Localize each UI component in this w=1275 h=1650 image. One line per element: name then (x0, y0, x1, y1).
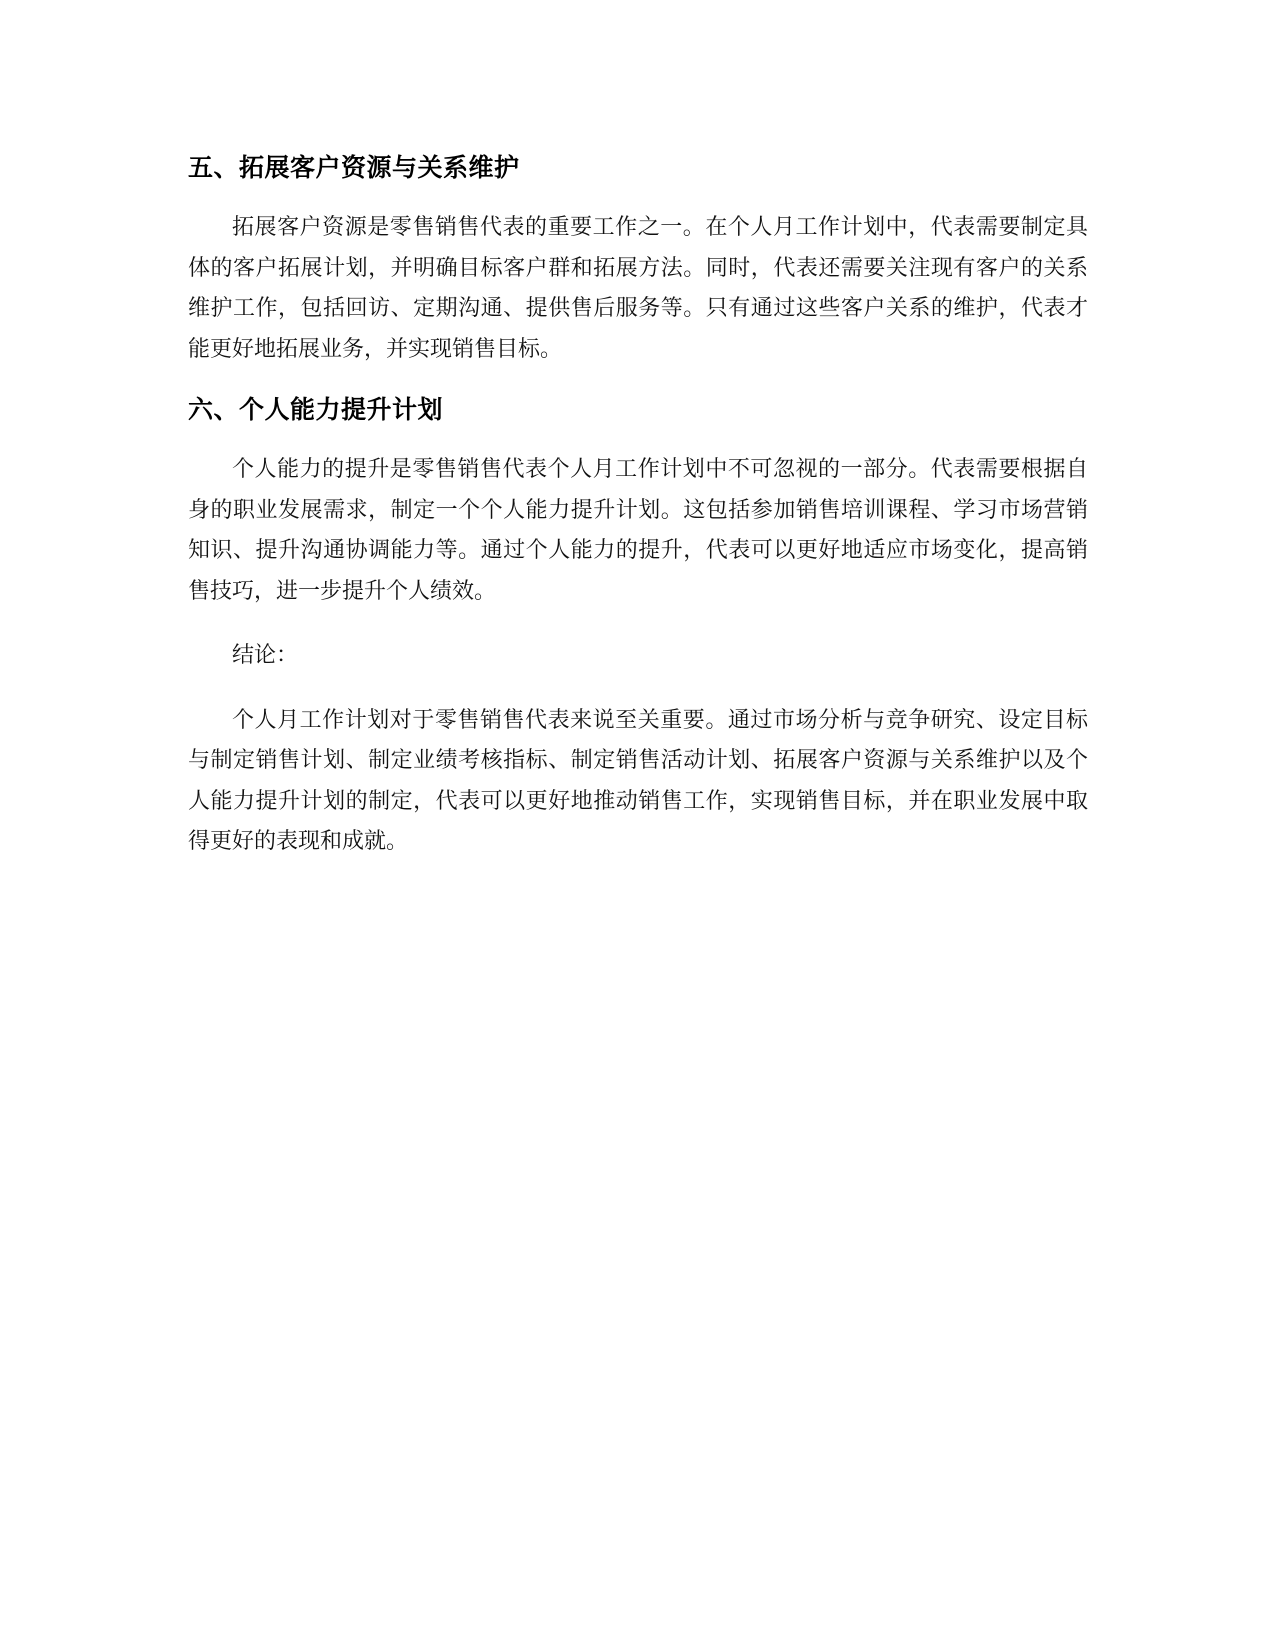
section-heading-personal-ability: 六、个人能力提升计划 (188, 395, 444, 424)
document-body (188, 150, 1088, 885)
conclusion-label: 结论： (232, 643, 299, 668)
paragraph-conclusion: 个人月工作计划对于零售销售代表来说至关重要。通过市场分析与竞争研究、设定目标与制定销售计划、制定业绩考核指标、制定销售活动计划、拓展客户资源与关系维护以及个人能力提升计划的制定，代表可以更好地推动销售工作，实现销售目标，并在职业发展中取得更好的表现和成就。 (188, 707, 1088, 854)
paragraph-personal-ability: 个人能力的提升是零售销售代表个人月工作计划中不可忽视的一部分。代表需要根据自身的职业发展需求，制定一个个人能力提升计划。这包括参加销售培训课程、学习市场营销知识、提升沟通协调能力等。通过个人能力的提升，代表可以更好地适应市场变化，提高销售技巧，进一步提升个人绩效。 (188, 457, 1088, 604)
section-heading-customer-resources: 五、拓展客户资源与关系维护 (188, 153, 520, 182)
paragraph-customer-resources: 拓展客户资源是零售销售代表的重要工作之一。在个人月工作计划中，代表需要制定具体的客户拓展计划，并明确目标客户群和拓展方法。同时，代表还需要关注现有客户的关系维护工作，包括回访、定期沟通、提供售后服务等。只有通过这些客户关系的维护，代表才能更好地拓展业务，并实现销售目标。 (188, 215, 1088, 362)
